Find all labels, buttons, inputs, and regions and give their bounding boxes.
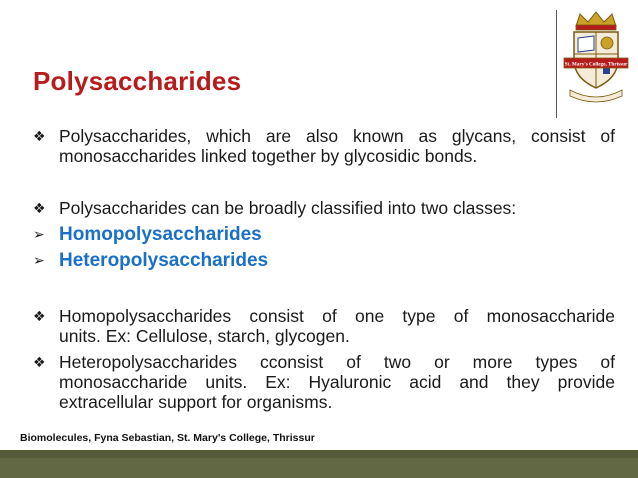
header-divider	[556, 10, 557, 118]
bullet-text: monosaccharides linked together by glycosidic bonds.	[59, 146, 478, 166]
subheading-homopolysaccharides: Homopolysaccharides	[59, 224, 262, 245]
slide-title: Polysaccharides	[33, 66, 242, 96]
arrow-bullet-icon: ➢	[33, 226, 45, 242]
bullet-text: Heteropolysaccharides cconsist of two or more types of	[59, 352, 615, 372]
crest-ribbon-text: St. Mary's College, Thrissur	[564, 61, 628, 68]
bullet-text: monosaccharide units. Ex: Hyaluronic acid and they provide	[59, 372, 615, 392]
diamond-bullet-icon: ❖	[33, 308, 46, 324]
bullet-item	[33, 198, 516, 218]
diamond-bullet-icon: ❖	[33, 354, 46, 370]
bullet-text: Polysaccharides can be broadly classified into two classes:	[59, 198, 517, 218]
bullet-text: Polysaccharides, which are also known as glycans, consist of	[59, 126, 615, 146]
diamond-bullet-icon: ❖	[33, 200, 46, 216]
bullet-item	[33, 306, 615, 346]
college-crest-icon	[560, 8, 632, 108]
subheading-item	[33, 224, 262, 246]
bullet-item	[33, 352, 615, 412]
bullet-text: extracellular support for organisms.	[59, 392, 333, 412]
subheading-heteropolysaccharides: Heteropolysaccharides	[59, 250, 269, 271]
slide-footer: Biomolecules, Fyna Sebastian, St. Mary's College, Thrissur	[20, 432, 315, 444]
bullet-item	[33, 126, 615, 166]
subheading-item	[33, 250, 268, 272]
diamond-bullet-icon: ❖	[33, 128, 46, 144]
bullet-text: Homopolysaccharides consist of one type of monosaccharide	[59, 306, 615, 326]
footer-bar-inner	[0, 458, 638, 478]
bullet-text: units. Ex: Cellulose, starch, glycogen.	[59, 326, 350, 346]
arrow-bullet-icon: ➢	[33, 252, 45, 268]
